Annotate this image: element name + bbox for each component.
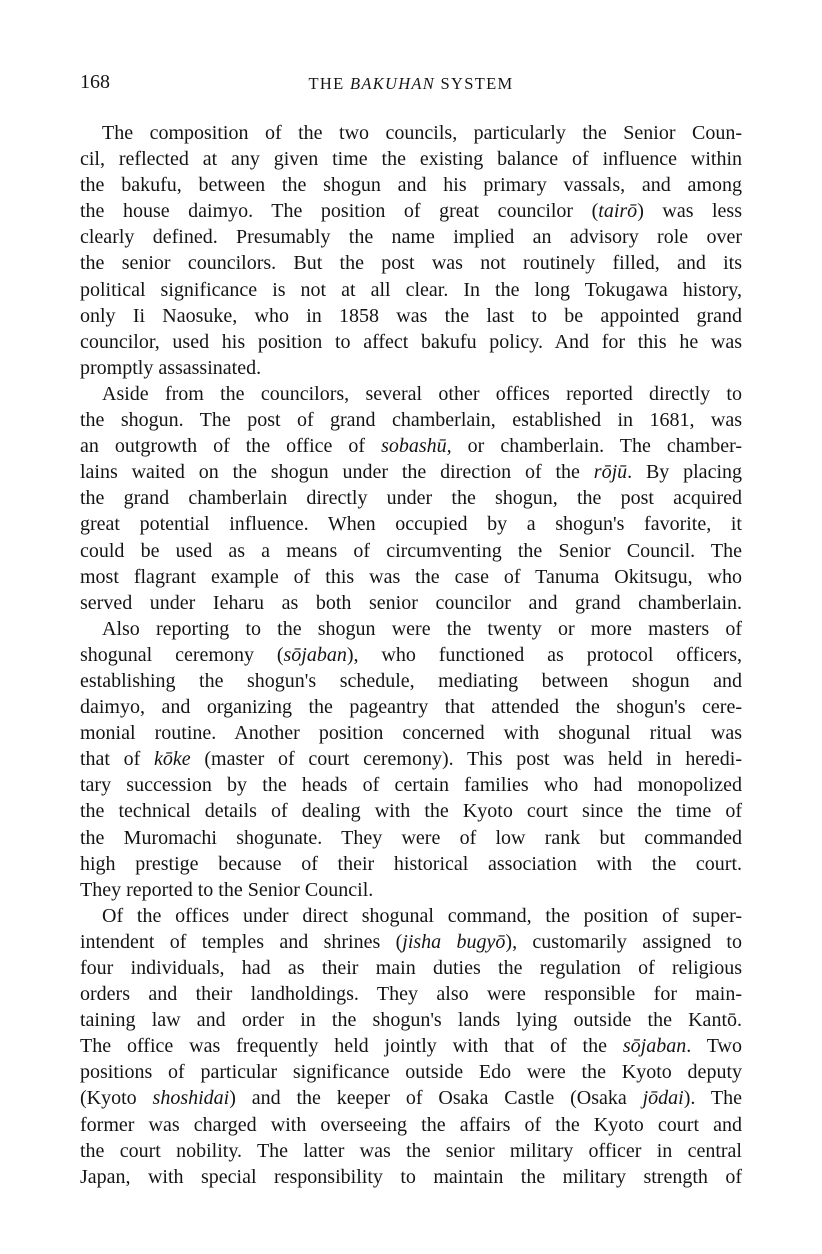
text-line [80,903,742,929]
text-line [80,355,742,381]
running-head-part: BAKUHAN [349,74,436,93]
running-head [80,74,742,94]
text-segment: four individuals, had as their main duties the regulation of religious [80,957,742,979]
text-segment: The composition of the two councils, particularly the Senior Coun- [102,122,742,144]
italic-term: shoshidai [152,1087,230,1110]
text-segment: the house daimyo. The position of great councilor ( [80,200,599,223]
text-segment: the shogun. The post of grand chamberlain, established in 1681, was [80,409,742,432]
text-line [80,459,742,485]
text-line [80,277,742,303]
text-segment: intendent of temples and shrines ( [80,930,403,953]
text-segment: the Muromachi shogunate. They were of low rank but commanded [80,826,742,849]
text-segment: (Kyoto [80,1087,153,1110]
text-segment: The office was frequently held jointly with that of the [80,1035,623,1058]
text-segment: great potential influence. When occupied by a shogun's favorite, it [80,513,742,536]
italic-term: jisha bugyō [402,930,506,953]
text-line [80,590,742,616]
text-line [80,381,742,407]
page-header [80,71,742,101]
text-line [80,1059,742,1085]
text-segment: only Ii Naosuke, who in 1858 was the last to be appointed grand [80,304,742,327]
text-segment: most flagrant example of this was the case of Tanuma Okitsugu, who [80,565,742,588]
text-line [80,146,742,172]
text-segment: ) was less [637,200,742,223]
text-segment: ). The [683,1087,742,1110]
text-line [80,250,742,276]
text-line [80,1007,742,1033]
text-line [80,172,742,198]
text-segment: Aside from the councilors, several other offices reported directly to [102,382,742,405]
text-line [80,955,742,981]
text-segment: high prestige because of their historical association with the court. [80,852,742,875]
text-line [80,511,742,537]
italic-term: tairō [598,200,638,223]
text-line [80,329,742,355]
text-line [80,798,742,824]
text-segment: daimyo, and organizing the pageantry that attended the shogun's cere- [80,696,742,719]
text-segment: lains waited on the shogun under the direction of the [80,461,594,484]
text-segment: establishing the shogun's schedule, mediating between shogun and [80,669,742,692]
text-line [80,981,742,1007]
italic-term: sobashū, [381,435,452,458]
text-line [80,616,742,642]
text-line [80,877,742,903]
text-line [80,1164,742,1190]
text-segment: Also reporting to the shogun were the twenty or more masters of [102,617,742,640]
text-segment: taining law and order in the shogun's lands lying outside the Kantō. [80,1009,742,1032]
text-line [80,198,742,224]
text-segment: ), customarily assigned to [505,930,742,953]
text-segment: could be used as a means of circumventing the Senior Council. The [80,539,742,562]
text-line [80,407,742,433]
text-line [80,694,742,720]
text-line [80,746,742,772]
text-line [80,772,742,798]
italic-term: kōke [154,748,191,771]
text-segment: Of the offices under direct shogunal command, the position of super- [102,904,742,927]
text-line [80,851,742,877]
italic-term: rōjū [593,461,628,484]
text-segment: the senior councilors. But the post was not routinely filled, and its [80,252,742,275]
text-segment: political significance is not at all clear. In the long Tokugawa history, [80,278,742,301]
italic-term: jōdai [642,1087,684,1110]
text-segment: shogunal ceremony ( [80,643,284,666]
text-segment: the technical details of dealing with the Kyoto court since the time of [80,800,742,823]
text-line [80,224,742,250]
text-segment: orders and their landholdings. They also were responsible for main- [80,983,742,1006]
body-text [80,120,742,1190]
text-line [80,433,742,459]
text-line [80,720,742,746]
text-segment: tary succession by the heads of certain families who had monopolized [80,774,742,797]
text-line [80,303,742,329]
text-segment: promptly assassinated. [80,356,262,379]
text-line [80,485,742,511]
text-line [80,825,742,851]
text-line [80,642,742,668]
text-line [80,120,742,146]
running-head-part: SYSTEM [435,74,514,93]
text-segment: ) and the keeper of Osaka Castle (Osaka [229,1087,643,1110]
text-line [80,668,742,694]
text-segment: ), who functioned as protocol officers, [346,643,742,666]
text-segment: clearly defined. Presumably the name implied an advisory role over [80,226,742,249]
italic-term: sōjaban [283,643,347,666]
text-segment: served under Ieharu as both senior councilor and grand chamberlain. [80,591,742,614]
text-segment: positions of particular significance outside Edo were the Kyoto deputy [80,1061,742,1084]
text-segment: the grand chamberlain directly under the shogun, the post acquired [80,487,742,510]
page-number: 168 [80,71,110,93]
text-line [80,1033,742,1059]
text-segment: the bakufu, between the shogun and his primary vassals, and among [80,174,742,197]
text-line [80,1112,742,1138]
text-segment: that of [80,748,155,771]
text-segment: councilor, used his position to affect bakufu policy. And for this he was [80,330,742,353]
text-segment: the court nobility. The latter was the senior military officer in central [80,1139,742,1162]
text-line [80,564,742,590]
text-line [80,1138,742,1164]
text-line [80,538,742,564]
text-segment: (master of court ceremony). This post was held in heredi- [190,748,742,771]
text-line [80,929,742,955]
text-segment: or chamberlain. The chamber- [451,435,742,458]
text-segment: former was charged with overseeing the affairs of the Kyoto court and [80,1113,742,1136]
text-segment: . Two [686,1035,742,1058]
running-head-part: THE [308,74,350,93]
text-segment: They reported to the Senior Council. [80,878,374,901]
italic-term: sōjaban [622,1035,687,1058]
text-segment: . By placing [627,461,742,484]
text-segment: monial routine. Another position concerned with shogunal ritual was [80,722,742,745]
text-line [80,1085,742,1111]
text-segment: Japan, with special responsibility to maintain the military strength of [80,1165,742,1188]
text-segment: an outgrowth of the office of [80,435,382,458]
text-segment: cil, reflected at any given time the existing balance of influence within [80,148,742,171]
